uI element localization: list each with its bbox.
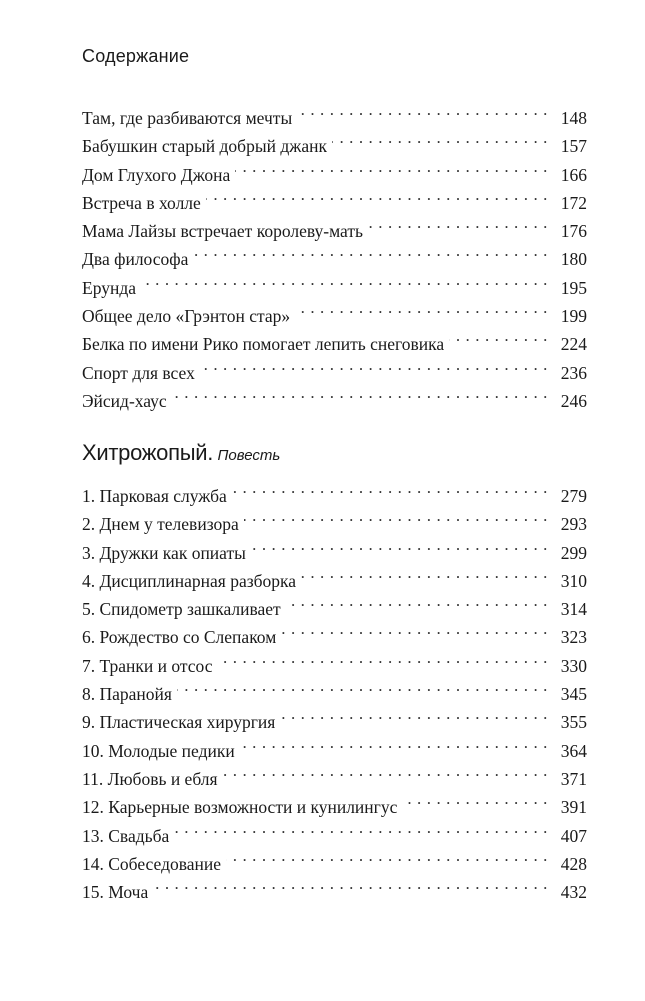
section-title: Хитрожопый. xyxy=(82,440,214,465)
toc-entry-title: 9. Пластическая хирургия xyxy=(82,712,276,733)
toc-entry-page: 172 xyxy=(560,192,587,213)
toc-entry-page: 364 xyxy=(560,740,587,761)
toc-entry-page: 355 xyxy=(560,712,587,733)
dot-leader xyxy=(153,870,548,898)
toc-entry-page: 428 xyxy=(560,853,587,874)
toc-entry-title: Общее дело «Грэнтон стар» xyxy=(82,306,291,327)
toc-entry-title: 2. Днем у телевизора xyxy=(82,514,239,535)
toc-entry-page: 224 xyxy=(560,334,587,355)
toc-entry-page: 407 xyxy=(560,825,587,846)
toc-entry-title: 4. Дисциплинарная разборка xyxy=(82,570,297,591)
toc-entry-page: 279 xyxy=(560,486,587,506)
toc-entry-page: 345 xyxy=(560,684,587,705)
section-subtitle: Повесть xyxy=(217,447,281,464)
toc-entry-page: 195 xyxy=(560,277,587,298)
page-heading: Содержание xyxy=(82,46,190,66)
toc-entry-page: 148 xyxy=(560,108,587,128)
toc-entry xyxy=(82,294,587,327)
toc-entry-title: 13. Свадьба xyxy=(82,825,170,846)
toc-entry-title: 10. Молодые педики xyxy=(82,740,235,761)
toc-entry-page: 166 xyxy=(560,164,587,185)
toc-entry xyxy=(82,266,587,298)
dot-leader xyxy=(244,502,548,530)
toc-list-novella xyxy=(82,474,587,903)
dot-leader xyxy=(297,96,548,124)
toc-entry-title: Два философа xyxy=(82,249,189,270)
toc-entry-title: 15. Моча xyxy=(82,882,149,903)
toc-entry xyxy=(82,870,587,903)
dot-leader xyxy=(226,842,548,870)
toc-entry-title: Мама Лайзы встречает королеву-мать xyxy=(82,221,363,242)
toc-list-stories xyxy=(82,96,587,411)
dot-leader xyxy=(402,785,548,813)
toc-entry-page: 293 xyxy=(560,514,587,535)
toc-entry-page: 299 xyxy=(560,542,587,563)
dot-leader xyxy=(193,237,548,265)
dot-leader xyxy=(251,531,548,559)
dot-leader xyxy=(301,559,548,587)
dot-leader xyxy=(368,209,548,237)
dot-leader xyxy=(172,379,548,407)
toc-entry-title: 1. Парковая служба xyxy=(82,486,227,506)
dot-leader xyxy=(200,351,548,379)
toc-entry xyxy=(82,474,587,506)
toc-entry-title: Там, где разбиваются мечты xyxy=(82,108,293,128)
toc-entry-title: Эйсид-хаус xyxy=(82,390,167,411)
toc-entry-page: 180 xyxy=(560,249,587,270)
toc-entry-title: Спорт для всех xyxy=(82,362,195,383)
dot-leader xyxy=(206,181,548,209)
toc-entry-title: 6. Рождество со Слепаком xyxy=(82,627,277,648)
dot-leader xyxy=(295,294,548,322)
dot-leader xyxy=(235,153,548,181)
toc-entry-page: 199 xyxy=(560,306,587,327)
toc-entry-title: Дом Глухого Джона xyxy=(82,164,231,185)
dot-leader xyxy=(240,729,548,757)
toc-entry-title: 11. Любовь и ебля xyxy=(82,768,218,789)
dot-leader xyxy=(286,587,548,615)
section-heading xyxy=(82,440,280,466)
toc-entry-title: 12. Карьерные возможности и кунилингус xyxy=(82,797,398,818)
toc-entry-page: 323 xyxy=(560,627,587,648)
dot-leader xyxy=(281,615,548,643)
toc-entry-title: Белка по имени Рико помогает лепить снеговика xyxy=(82,334,445,355)
toc-entry-title: Встреча в холле xyxy=(82,192,201,213)
dot-leader xyxy=(449,322,548,350)
toc-entry-title: 5. Спидометр зашкаливает xyxy=(82,599,281,620)
dot-leader xyxy=(232,474,548,502)
toc-entry-title: 3. Дружки как опиаты xyxy=(82,542,246,563)
toc-entry-page: 391 xyxy=(560,797,587,818)
toc-entry-page: 236 xyxy=(560,362,587,383)
toc-entry-title: Бабушкин старый добрый джанк xyxy=(82,136,327,157)
toc-entry-page: 157 xyxy=(560,136,587,157)
toc-entry-title: Ерунда xyxy=(82,277,136,298)
dot-leader xyxy=(177,672,548,700)
dot-leader xyxy=(223,757,548,785)
toc-entry-page: 314 xyxy=(560,599,587,620)
toc-entry-page: 432 xyxy=(560,882,587,903)
dot-leader xyxy=(141,266,548,294)
toc-entry-title: 7. Транки и отсос xyxy=(82,655,213,676)
toc-entry-page: 176 xyxy=(560,221,587,242)
toc-entry-page: 330 xyxy=(560,655,587,676)
dot-leader xyxy=(174,814,548,842)
dot-leader xyxy=(280,700,548,728)
toc-entry-page: 371 xyxy=(560,768,587,789)
toc-entry-title: 8. Паранойя xyxy=(82,684,172,705)
toc-entry xyxy=(82,96,587,128)
dot-leader xyxy=(218,644,549,672)
toc-entry-page: 246 xyxy=(560,390,587,411)
toc-entry-title: 14. Собеседование xyxy=(82,853,222,874)
dot-leader xyxy=(332,124,548,152)
toc-entry-page: 310 xyxy=(560,570,587,591)
